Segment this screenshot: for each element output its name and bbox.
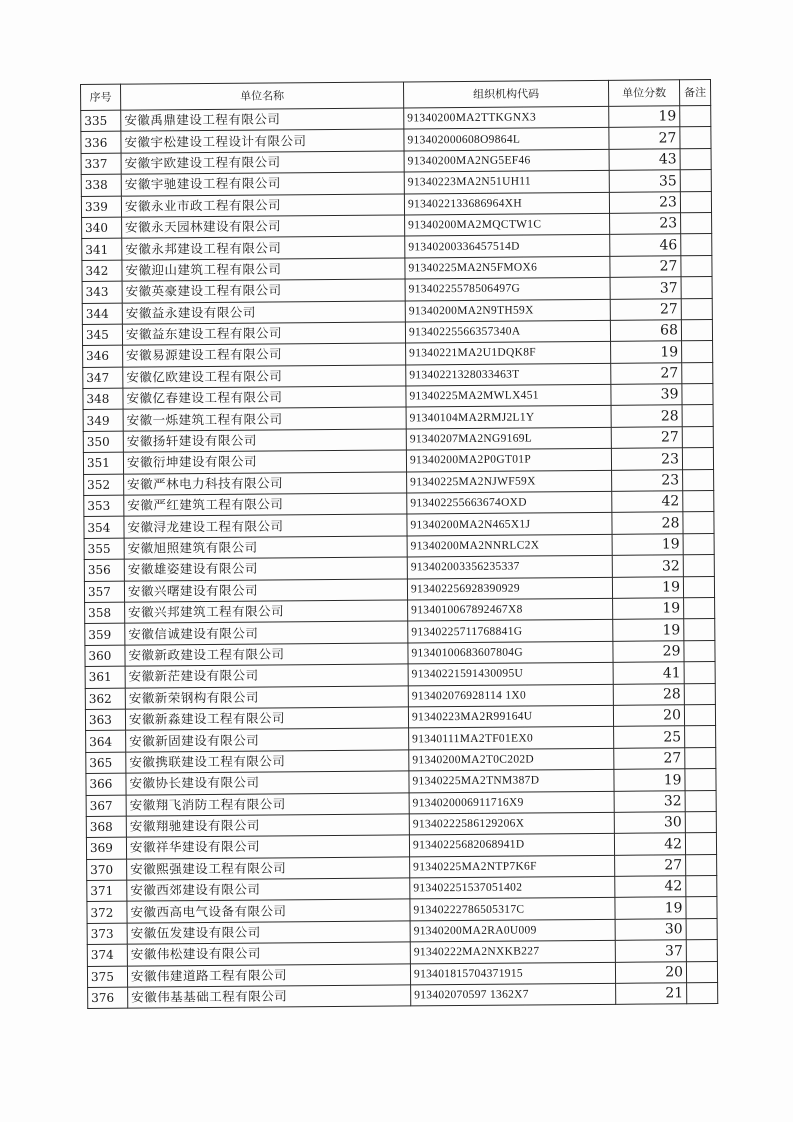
row-number: 336 <box>81 132 121 154</box>
org-code: 9134022133686964XH <box>404 192 609 215</box>
org-code: 913402256928390929 <box>407 577 612 600</box>
unit-score: 42 <box>614 833 685 855</box>
row-number: 362 <box>85 688 125 710</box>
remark-cell <box>680 106 711 128</box>
unit-score: 28 <box>612 512 683 534</box>
org-code: 91340104MA2RMJ2L1Y <box>406 406 611 429</box>
remark-cell <box>683 555 714 577</box>
unit-score: 68 <box>610 320 681 342</box>
org-code: 913402070597 1362X7 <box>411 983 616 1006</box>
unit-score: 23 <box>612 469 683 491</box>
org-code: 91340200MA2NNRLC2X <box>407 534 612 557</box>
row-number: 337 <box>81 153 121 175</box>
org-code: 91340100683607804G <box>408 641 613 664</box>
row-number: 342 <box>82 260 122 282</box>
remark-cell <box>684 683 715 705</box>
unit-score: 20 <box>615 961 686 983</box>
unit-score: 41 <box>613 662 684 684</box>
company-name: 安徽祥华建设有限公司 <box>126 835 409 859</box>
remark-cell <box>686 897 717 919</box>
org-code: 91340222786505317C <box>410 898 615 921</box>
remark-cell <box>681 319 712 341</box>
unit-score: 19 <box>612 576 683 598</box>
company-name: 安徽携联建设工程有限公司 <box>126 750 409 774</box>
unit-score: 27 <box>615 854 686 876</box>
row-number: 343 <box>82 281 122 303</box>
remark-cell <box>687 983 718 1005</box>
company-name: 安徽宇驰建设工程有限公司 <box>121 172 404 196</box>
remark-cell <box>686 918 717 940</box>
company-name: 安徽益永建设有限公司 <box>122 300 405 324</box>
unit-score: 23 <box>609 191 680 213</box>
unit-score: 37 <box>615 940 686 962</box>
row-number: 373 <box>87 923 127 945</box>
company-name: 安徽宇欧建设工程有限公司 <box>121 151 404 175</box>
org-code: 91340225MA2MWLX451 <box>406 384 611 407</box>
company-name: 安徽翔飞消防工程有限公司 <box>126 792 409 816</box>
org-code: 91340200MA2TTKGNX3 <box>404 106 609 129</box>
org-code: 913402255663674OXD <box>407 491 612 514</box>
row-number: 346 <box>83 345 123 367</box>
unit-score: 23 <box>611 448 682 470</box>
org-code: 91340225MA2N5FMOX6 <box>405 256 610 279</box>
remark-cell <box>681 234 712 256</box>
row-number: 374 <box>87 944 127 966</box>
company-name: 安徽兴邦建筑工程有限公司 <box>125 600 408 624</box>
remark-cell <box>680 170 711 192</box>
unit-score: 28 <box>611 405 682 427</box>
org-code: 91340221328033463T <box>406 363 611 386</box>
remark-cell <box>680 127 711 149</box>
company-name: 安徽西郊建设有限公司 <box>127 878 410 902</box>
remark-cell <box>680 148 711 170</box>
remark-cell <box>682 384 713 406</box>
unit-score: 19 <box>609 106 680 128</box>
row-number: 354 <box>84 517 124 539</box>
company-name: 安徽一烁建筑工程有限公司 <box>123 407 406 431</box>
row-number: 367 <box>86 795 126 817</box>
remark-cell <box>685 747 716 769</box>
unit-score: 30 <box>614 812 685 834</box>
company-name: 安徽严红建筑工程有限公司 <box>124 493 407 517</box>
remark-cell <box>682 362 713 384</box>
org-code: 91340200MA2P0GT01P <box>406 449 611 472</box>
company-name: 安徽兴曙建设有限公司 <box>124 579 407 603</box>
company-name: 安徽信诚建设有限公司 <box>125 621 408 645</box>
header-score: 单位分数 <box>608 80 679 107</box>
remark-cell <box>684 704 715 726</box>
row-number: 351 <box>83 452 123 474</box>
unit-score: 39 <box>611 384 682 406</box>
org-code: 91340225682068941D <box>409 834 614 857</box>
company-name: 安徽新茫建设有限公司 <box>125 664 408 688</box>
remark-cell <box>681 255 712 277</box>
company-name: 安徽亿欧建设工程有限公司 <box>123 365 406 389</box>
company-name: 安徽协长建设有限公司 <box>126 771 409 795</box>
remark-cell <box>683 512 714 534</box>
org-code: 91340225MA2NTP7K6F <box>410 855 615 878</box>
org-code: 91340222MA2NXKB227 <box>410 941 615 964</box>
company-name: 安徽伍发建设有限公司 <box>127 921 410 945</box>
remark-cell <box>683 533 714 555</box>
unit-score: 32 <box>612 555 683 577</box>
org-code: 91340200MA2RA0U009 <box>410 919 615 942</box>
remark-cell <box>682 341 713 363</box>
remark-cell <box>685 811 716 833</box>
unit-score: 42 <box>615 876 686 898</box>
org-code: 913402076928114 1X0 <box>408 684 613 707</box>
unit-score: 19 <box>614 769 685 791</box>
company-name: 安徽新固建设有限公司 <box>126 728 409 752</box>
unit-score: 19 <box>611 341 682 363</box>
unit-score: 27 <box>614 747 685 769</box>
company-name: 安徽永天园林建设有限公司 <box>122 215 405 239</box>
company-name: 安徽禹鼎建设工程有限公司 <box>121 108 404 132</box>
row-number: 352 <box>84 474 124 496</box>
remark-cell <box>681 277 712 299</box>
company-name: 安徽旭照建筑有限公司 <box>124 536 407 560</box>
remark-cell <box>685 726 716 748</box>
row-number: 349 <box>83 410 123 432</box>
unit-score: 46 <box>610 234 681 256</box>
row-number: 347 <box>83 367 123 389</box>
remark-cell <box>686 961 717 983</box>
company-name: 安徽衍坤建设有限公司 <box>123 450 406 474</box>
row-number: 365 <box>86 752 126 774</box>
row-number: 350 <box>83 431 123 453</box>
org-code: 91340225566357340A <box>405 320 610 343</box>
unit-score: 25 <box>614 726 685 748</box>
row-number: 366 <box>86 773 126 795</box>
company-name: 安徽新政建设工程有限公司 <box>125 643 408 667</box>
org-code: 91340225MA2TNM387D <box>409 769 614 792</box>
header-note: 备注 <box>679 80 710 106</box>
header-name: 单位名称 <box>121 82 404 110</box>
org-code: 91340200336457514D <box>405 235 610 258</box>
row-number: 360 <box>85 645 125 667</box>
row-number: 359 <box>85 624 125 646</box>
company-name: 安徽新淼建设工程有限公司 <box>125 707 408 731</box>
org-code: 91340225578506497G <box>405 277 610 300</box>
remark-cell <box>680 191 711 213</box>
org-code: 91340111MA2TF01EX0 <box>409 727 614 750</box>
company-name: 安徽益东建设工程有限公司 <box>122 322 405 346</box>
remark-cell <box>684 598 715 620</box>
row-number: 341 <box>82 239 122 261</box>
unit-score: 19 <box>612 534 683 556</box>
table-row <box>88 983 718 1009</box>
row-number: 363 <box>85 709 125 731</box>
remark-cell <box>683 491 714 513</box>
org-code: 913402000608O9864L <box>404 128 609 151</box>
company-name: 安徽扬轩建设有限公司 <box>123 429 406 453</box>
company-name: 安徽迎山建筑工程有限公司 <box>122 258 405 282</box>
row-number: 369 <box>86 837 126 859</box>
table-body <box>81 106 718 1009</box>
remark-cell <box>681 212 712 234</box>
row-number: 364 <box>86 730 126 752</box>
row-number: 345 <box>82 324 122 346</box>
unit-score: 27 <box>610 256 681 278</box>
company-name: 安徽永业市政工程有限公司 <box>121 194 404 218</box>
header-no: 序号 <box>81 84 121 110</box>
org-code: 91340223MA2R99164U <box>408 705 613 728</box>
remark-cell <box>684 619 715 641</box>
org-code: 9134020006911716X9 <box>409 791 614 814</box>
row-number: 335 <box>81 110 121 132</box>
company-name: 安徽亿春建设工程有限公司 <box>123 386 406 410</box>
unit-score: 27 <box>611 362 682 384</box>
header-code: 组织机构代码 <box>403 80 608 108</box>
row-number: 348 <box>83 388 123 410</box>
row-number: 356 <box>84 559 124 581</box>
org-code: 91340200MA2MQCTW1C <box>405 213 610 236</box>
row-number: 376 <box>88 987 128 1009</box>
org-code: 91340221591430095U <box>408 662 613 685</box>
org-code: 913401815704371915 <box>410 962 615 985</box>
company-score-table <box>80 79 718 1009</box>
org-code: 91340200MA2N465X1J <box>407 513 612 536</box>
unit-score: 43 <box>609 149 680 171</box>
row-number: 340 <box>82 217 122 239</box>
org-code: 91340200MA2T0C202D <box>409 748 614 771</box>
remark-cell <box>686 940 717 962</box>
org-code: 913402251537051402 <box>410 876 615 899</box>
company-name: 安徽伟松建设有限公司 <box>127 942 410 966</box>
unit-score: 35 <box>609 170 680 192</box>
row-number: 370 <box>87 859 127 881</box>
org-code: 913402003356235337 <box>407 556 612 579</box>
row-number: 371 <box>87 880 127 902</box>
unit-score: 20 <box>613 705 684 727</box>
remark-cell <box>683 469 714 491</box>
org-code: 91340207MA2NG9169L <box>406 427 611 450</box>
unit-score: 19 <box>613 598 684 620</box>
unit-score: 27 <box>610 298 681 320</box>
unit-score: 23 <box>610 213 681 235</box>
remark-cell <box>685 833 716 855</box>
remark-cell <box>684 640 715 662</box>
remark-cell <box>683 576 714 598</box>
org-code: 91340222586129206X <box>409 812 614 835</box>
remark-cell <box>682 426 713 448</box>
org-code: 91340223MA2N51UH11 <box>404 171 609 194</box>
company-name: 安徽新荣钢构有限公司 <box>125 685 408 709</box>
org-code: 91340225MA2NJWF59X <box>407 470 612 493</box>
unit-score: 21 <box>616 983 687 1005</box>
company-name: 安徽浔龙建设工程有限公司 <box>124 514 407 538</box>
row-number: 338 <box>81 174 121 196</box>
row-number: 339 <box>81 196 121 218</box>
row-number: 368 <box>86 816 126 838</box>
remark-cell <box>686 854 717 876</box>
unit-score: 30 <box>615 919 686 941</box>
company-name: 安徽严林电力科技有限公司 <box>124 472 407 496</box>
org-code: 91340200MA2NG5EF46 <box>404 149 609 172</box>
company-name: 安徽易源建设工程有限公司 <box>123 343 406 367</box>
unit-score: 42 <box>612 491 683 513</box>
row-number: 357 <box>84 581 124 603</box>
remark-cell <box>684 662 715 684</box>
unit-score: 28 <box>613 683 684 705</box>
company-name: 安徽翔驰建设有限公司 <box>126 814 409 838</box>
row-number: 353 <box>84 495 124 517</box>
unit-score: 19 <box>613 619 684 641</box>
remark-cell <box>685 790 716 812</box>
company-name: 安徽伟建道路工程有限公司 <box>127 964 410 988</box>
company-name: 安徽西高电气设备有限公司 <box>127 899 410 923</box>
row-number: 344 <box>82 303 122 325</box>
row-number: 355 <box>84 538 124 560</box>
org-code: 91340200MA2N9TH59X <box>405 299 610 322</box>
remark-cell <box>685 769 716 791</box>
row-number: 372 <box>87 902 127 924</box>
company-name: 安徽宇松建设工程设计有限公司 <box>121 129 404 153</box>
org-code: 9134010067892467X8 <box>408 598 613 621</box>
org-code: 91340221MA2U1DQK8F <box>406 342 611 365</box>
org-code: 91340225711768841G <box>408 620 613 643</box>
remark-cell <box>682 405 713 427</box>
remark-cell <box>686 876 717 898</box>
company-name: 安徽雄姿建设有限公司 <box>124 557 407 581</box>
company-name: 安徽熙强建设工程有限公司 <box>127 857 410 881</box>
remark-cell <box>681 298 712 320</box>
row-number: 375 <box>87 966 127 988</box>
company-name: 安徽永邦建设工程有限公司 <box>122 236 405 260</box>
company-name: 安徽伟基基础工程有限公司 <box>128 985 411 1009</box>
unit-score: 29 <box>613 641 684 663</box>
unit-score: 19 <box>615 897 686 919</box>
remark-cell <box>682 448 713 470</box>
row-number: 358 <box>85 602 125 624</box>
company-name: 安徽英豪建设工程有限公司 <box>122 279 405 303</box>
unit-score: 37 <box>610 277 681 299</box>
unit-score: 32 <box>614 790 685 812</box>
unit-score: 27 <box>609 127 680 149</box>
row-number: 361 <box>85 666 125 688</box>
unit-score: 27 <box>611 427 682 449</box>
